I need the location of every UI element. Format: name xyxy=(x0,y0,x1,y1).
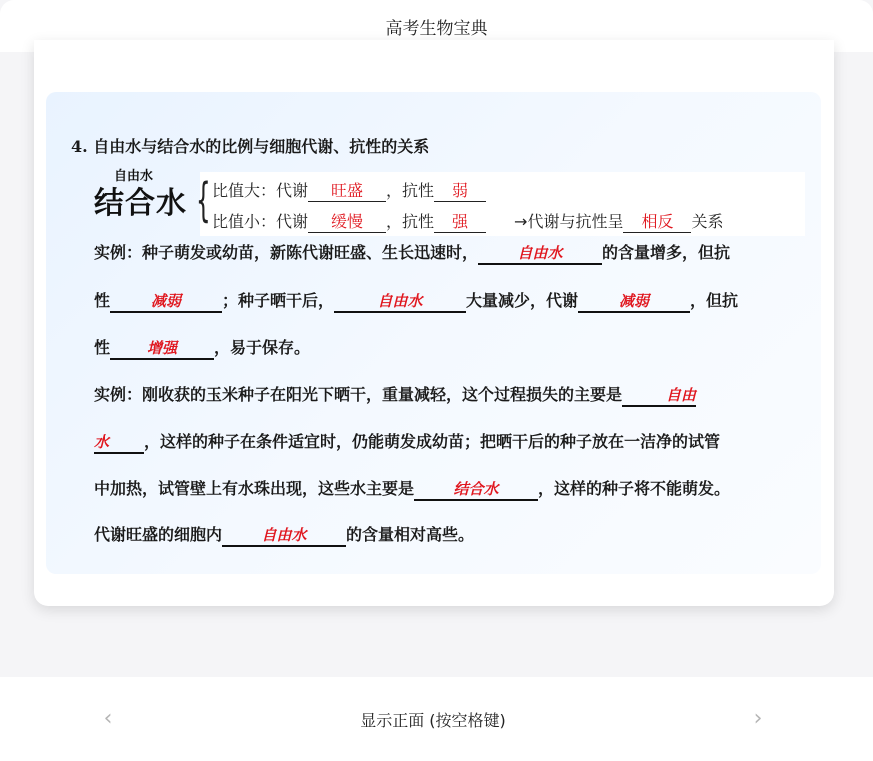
brace-icon: { xyxy=(196,173,211,227)
text: 性 xyxy=(94,338,111,357)
show-front-button[interactable]: 显示正面 (按空格键) xyxy=(360,711,506,730)
answer-fill: 自由水 xyxy=(334,290,466,313)
text: ；种子晒干后， xyxy=(222,291,335,310)
answer-fill: 自由水 xyxy=(222,524,346,547)
row-label: 比值大：代谢 xyxy=(212,181,309,200)
answer-fill: 减弱 xyxy=(110,290,222,313)
diagram-row-high xyxy=(212,178,486,202)
diagram-denominator: 结合水 xyxy=(94,186,187,221)
text: 中加热，试管壁上有水珠出现，这些水主要是 xyxy=(94,479,415,498)
example2-line3 xyxy=(94,476,730,501)
text: 的含量增多，但抗 xyxy=(602,243,731,262)
window-title: 高考生物宝典 xyxy=(0,0,873,52)
row-label: 比值小：代谢 xyxy=(212,212,309,231)
text: 性 xyxy=(94,291,111,310)
answer-fill: 增强 xyxy=(110,337,214,360)
example1-line3 xyxy=(94,335,310,360)
text: ，这样的种子在条件适宜时，仍能萌发成幼苗；把晒干后的种子放在一洁净的试管 xyxy=(144,432,721,451)
card-content-panel xyxy=(46,92,821,574)
text: ，但抗 xyxy=(690,291,739,310)
text: 大量减少，代谢 xyxy=(466,291,579,310)
answer-blank: 弱 xyxy=(434,178,486,202)
answer-blank: 相反 xyxy=(623,209,691,233)
row-text: 关系 xyxy=(691,212,724,231)
chevron-left-icon[interactable]: ‹ xyxy=(103,706,113,731)
example2-line4 xyxy=(94,522,474,547)
text: 代谢旺盛的细胞内 xyxy=(94,525,223,544)
answer-fill: 结合水 xyxy=(414,478,538,501)
example2-line2 xyxy=(94,429,720,454)
answer-blank: 强 xyxy=(434,209,486,233)
answer-blank: 缓慢 xyxy=(308,209,386,233)
text: 实例：种子萌发或幼苗，新陈代谢旺盛、生长迅速时， xyxy=(94,243,479,262)
example1-line1 xyxy=(94,240,730,265)
text: ，易于保存。 xyxy=(214,338,311,357)
row-text: ，抗性 xyxy=(386,212,435,231)
answer-fill: 自由水 xyxy=(478,242,602,265)
text: 实例：刚收获的玉米种子在阳光下晒干，重量减轻，这个过程损失的主要是 xyxy=(94,385,623,404)
diagram-row-low xyxy=(212,209,723,233)
row-text: →代谢与抗性呈 xyxy=(514,212,624,231)
answer-blank: 旺盛 xyxy=(308,178,386,202)
chevron-right-icon[interactable]: › xyxy=(753,706,763,731)
diagram-numerator: 自由水 xyxy=(114,169,154,184)
section-heading: 4. 自由水与结合水的比例与细胞代谢、抗性的关系 xyxy=(71,137,430,156)
answer-fill: 水 xyxy=(94,431,144,454)
example2-line1 xyxy=(94,382,696,407)
example1-line2 xyxy=(94,288,738,313)
answer-fill: 自由 xyxy=(622,384,696,407)
answer-fill: 减弱 xyxy=(578,290,690,313)
row-text: ，抗性 xyxy=(386,181,435,200)
text: ，这样的种子将不能萌发。 xyxy=(538,479,731,498)
text: 的含量相对高些。 xyxy=(346,525,475,544)
